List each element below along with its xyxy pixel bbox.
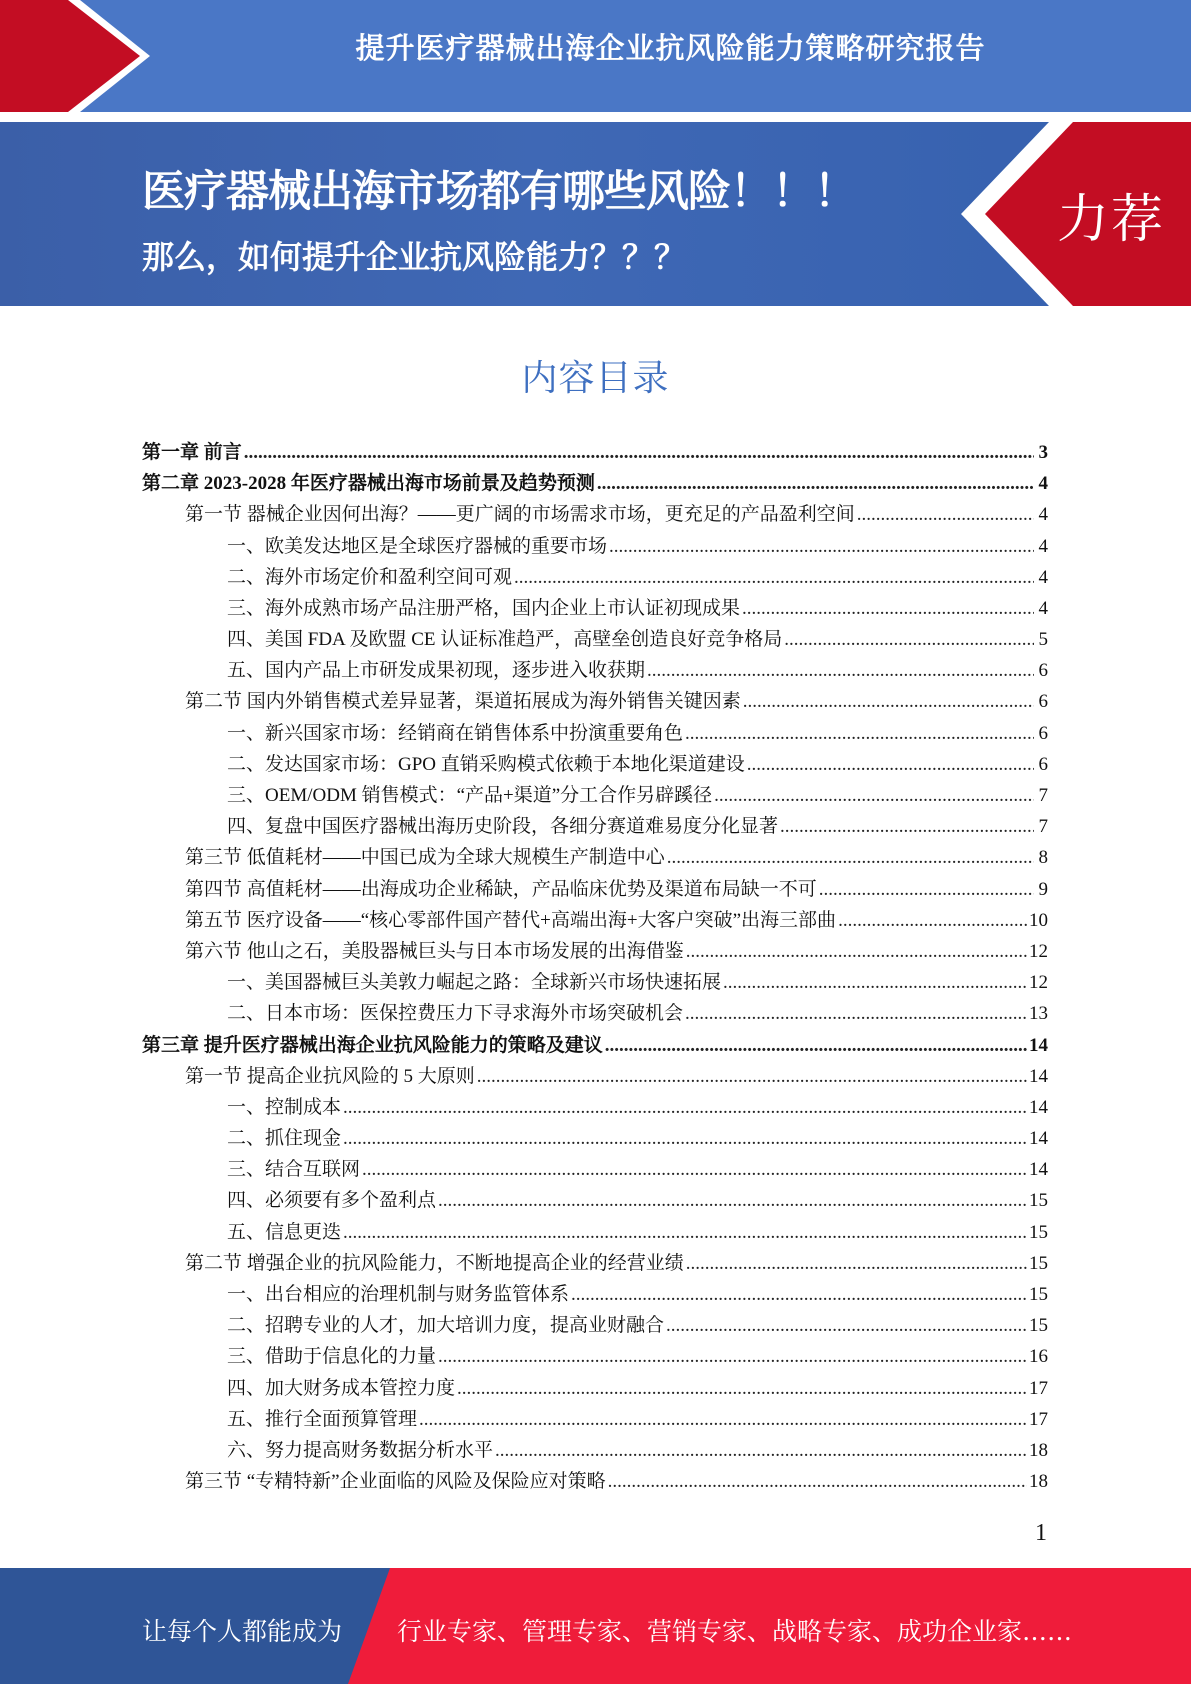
toc-entry-title: 第一节 器械企业因何出海？——更广阔的市场需求市场，更充足的产品盈利空间 [185,504,855,526]
toc-dot-leader [667,842,1034,873]
toc-entry-page: 6 [1038,722,1048,744]
toc-entry[interactable] [142,1373,1048,1404]
toc-entry[interactable] [142,1279,1048,1310]
toc-dot-leader [343,1123,1027,1154]
toc-entry-title: 二、抓住现金 [227,1128,342,1150]
toc-entry-page: 14 [1029,1128,1048,1150]
toc-entry-page: 18 [1029,1439,1048,1461]
report-title: 提升医疗器械出海企业抗风险能力策略研究报告 [355,31,986,65]
toc-dot-leader [419,1404,1027,1435]
toc-heading: 内容目录 [521,358,670,399]
toc-entry[interactable] [142,437,1048,468]
toc-dot-leader [514,562,1034,593]
toc-entry-title: 第三章 提升医疗器械出海企业抗风险能力的策略及建议 [142,1034,603,1056]
toc-entry-page: 17 [1029,1408,1048,1430]
table-of-contents [142,437,1048,1497]
toc-entry-page: 14 [1029,1065,1048,1087]
toc-dot-leader [438,1185,1027,1216]
toc-entry[interactable] [142,1341,1048,1372]
toc-entry-page: 6 [1038,753,1048,775]
toc-entry-title: 四、复盘中国医疗器械出海历史阶段，各细分赛道难易度分化显著 [227,816,779,838]
toc-entry-title: 五、信息更迭 [227,1221,342,1243]
toc-entry[interactable] [142,1435,1048,1466]
toc-entry-title: 一、控制成本 [227,1096,342,1118]
toc-dot-leader [362,1154,1027,1185]
toc-entry-page: 12 [1029,972,1048,994]
toc-entry[interactable] [142,998,1048,1029]
toc-entry-page: 14 [1029,1159,1048,1181]
toc-entry-title: 三、OEM/ODM 销售模式：“产品+渠道”分工合作另辟蹊径 [227,785,713,807]
toc-dot-leader [597,468,1034,499]
toc-entry[interactable] [142,842,1048,873]
toc-dot-leader [780,811,1034,842]
toc-entry-page: 4 [1038,597,1048,619]
toc-dot-leader [244,437,1034,468]
toc-entry-title: 六、努力提高财务数据分析水平 [227,1439,494,1461]
toc-dot-leader [608,1466,1027,1497]
toc-entry[interactable] [142,811,1048,842]
toc-entry-page: 4 [1038,504,1048,526]
toc-dot-leader [477,1061,1027,1092]
toc-entry-title: 五、推行全面预算管理 [227,1408,418,1430]
toc-dot-leader [605,1030,1027,1061]
toc-entry-page: 13 [1029,1003,1048,1025]
toc-entry-page: 4 [1038,535,1048,557]
toc-dot-leader [784,624,1034,655]
toc-entry-page: 14 [1029,1034,1048,1056]
toc-entry-title: 第六节 他山之石，美股器械巨头与日本市场发展的出海借鉴 [185,940,684,962]
toc-entry-page: 7 [1038,816,1048,838]
toc-dot-leader [685,718,1034,749]
toc-entry-title: 三、借助于信息化的力量 [227,1346,437,1368]
toc-dot-leader [343,1217,1027,1248]
toc-entry[interactable] [142,1466,1048,1497]
toc-dot-leader [819,874,1034,905]
toc-entry-title: 第二章 2023-2028 年医疗器械出海市场前景及趋势预测 [142,473,595,495]
toc-entry-title: 三、海外成熟市场产品注册严格，国内企业上市认证初现成果 [227,597,741,619]
toc-entry[interactable] [142,936,1048,967]
page-number: 1 [1035,1520,1047,1546]
toc-entry[interactable] [142,687,1048,718]
toc-entry[interactable] [142,562,1048,593]
toc-entry-title: 二、日本市场：医保控费压力下寻求海外市场突破机会 [227,1003,684,1025]
banner-title: 医疗器械出海市场都有哪些风险！！！ [142,167,856,217]
toc-dot-leader [742,593,1034,624]
toc-entry-page: 15 [1029,1221,1048,1243]
banner-subtitle: 那么，如何提升企业抗风险能力？？？ [142,238,687,276]
toc-entry-page: 15 [1029,1284,1048,1306]
footer-slogan-right: 行业专家、管理专家、营销专家、战略专家、成功企业家…… [397,1617,1073,1646]
footer-banner [0,1568,1191,1684]
toc-dot-leader [457,1373,1027,1404]
toc-dot-leader [686,936,1027,967]
toc-dot-leader [714,780,1034,811]
toc-entry-title: 四、美国 FDA 及欧盟 CE 认证标准趋严，高壁垒创造良好竞争格局 [227,629,783,651]
toc-entry[interactable] [142,1061,1048,1092]
recommend-badge: 力荐 [1056,190,1165,250]
toc-entry-title: 第一节 提高企业抗风险的 5 大原则 [185,1065,475,1087]
toc-entry-page: 15 [1029,1315,1048,1337]
toc-entry[interactable] [142,1154,1048,1185]
toc-entry[interactable] [142,1092,1048,1123]
footer-slogan-left: 让每个人都能成为 [142,1617,343,1646]
toc-entry[interactable] [142,655,1048,686]
toc-entry-title: 一、美国器械巨头美敦力崛起之路：全球新兴市场快速拓展 [227,972,722,994]
toc-entry-title: 一、新兴国家市场：经销商在销售体系中扮演重要角色 [227,722,684,744]
chevron-decoration-red [0,0,140,112]
toc-entry[interactable] [142,749,1048,780]
toc-entry-title: 三、结合互联网 [227,1159,361,1181]
toc-entry[interactable] [142,1217,1048,1248]
toc-entry-title: 第二节 国内外销售模式差异显著，渠道拓展成为海外销售关键因素 [185,691,741,713]
toc-entry-title: 一、欧美发达地区是全球医疗器械的重要市场 [227,535,608,557]
toc-entry-page: 6 [1038,660,1048,682]
toc-entry-page: 18 [1029,1471,1048,1493]
toc-dot-leader [343,1092,1027,1123]
toc-dot-leader [609,531,1034,562]
toc-entry[interactable] [142,1248,1048,1279]
toc-entry-page: 8 [1038,847,1048,869]
toc-entry[interactable] [142,1404,1048,1435]
toc-entry-page: 15 [1029,1252,1048,1274]
toc-entry[interactable] [142,1030,1048,1061]
promo-banner [0,122,1191,306]
toc-dot-leader [685,998,1027,1029]
toc-dot-leader [747,749,1034,780]
top-header-bar [0,0,1191,112]
toc-entry-title: 二、海外市场定价和盈利空间可观 [227,566,513,588]
toc-entry-page: 3 [1038,441,1048,463]
toc-entry-page: 6 [1038,691,1048,713]
toc-entry[interactable] [142,531,1048,562]
toc-entry-title: 二、发达国家市场：GPO 直销采购模式依赖于本地化渠道建设 [227,753,745,775]
toc-entry-page: 14 [1029,1096,1048,1118]
toc-entry-page: 12 [1029,940,1048,962]
toc-entry-page: 7 [1038,785,1048,807]
toc-entry-title: 第三节 低值耗材——中国已成为全球大规模生产制造中心 [185,847,665,869]
toc-entry[interactable] [142,905,1048,936]
toc-entry[interactable] [142,1123,1048,1154]
toc-entry[interactable] [142,780,1048,811]
toc-entry[interactable] [142,1310,1048,1341]
toc-dot-leader [686,1248,1027,1279]
toc-entry-title: 第一章 前言 [142,441,242,463]
toc-entry[interactable] [142,967,1048,998]
toc-entry-page: 15 [1029,1190,1048,1212]
toc-entry[interactable] [142,718,1048,749]
toc-dot-leader [666,1310,1027,1341]
toc-dot-leader [857,499,1034,530]
toc-entry-page: 9 [1038,878,1048,900]
toc-entry-title: 二、招聘专业的人才，加大培训力度，提高业财融合 [227,1315,665,1337]
toc-entry-page: 16 [1029,1346,1048,1368]
toc-entry-page: 5 [1038,629,1048,651]
toc-entry-page: 4 [1038,473,1048,495]
toc-entry-title: 四、必须要有多个盈利点 [227,1190,437,1212]
toc-dot-leader [838,905,1027,936]
toc-entry[interactable] [142,499,1048,530]
toc-entry[interactable] [142,593,1048,624]
toc-entry-title: 第五节 医疗设备——“核心零部件国产替代+高端出海+大客户突破”出海三部曲 [185,909,837,931]
toc-entry[interactable] [142,1186,1048,1217]
toc-dot-leader [647,655,1034,686]
toc-dot-leader [723,967,1027,998]
toc-dot-leader [571,1279,1027,1310]
toc-entry[interactable] [142,624,1048,655]
toc-dot-leader [495,1435,1027,1466]
toc-entry-page: 4 [1038,566,1048,588]
toc-entry[interactable] [142,874,1048,905]
toc-entry-title: 第四节 高值耗材——出海成功企业稀缺，产品临床优势及渠道布局缺一不可 [185,878,817,900]
toc-dot-leader [438,1341,1027,1372]
toc-entry-title: 五、国内产品上市研发成果初现，逐步进入收获期 [227,660,646,682]
toc-dot-leader [743,686,1034,717]
toc-entry-title: 第三节 “专精特新”企业面临的风险及保险应对策略 [185,1471,606,1493]
toc-entry-title: 四、加大财务成本管控力度 [227,1377,456,1399]
toc-entry-title: 一、出台相应的治理机制与财务监管体系 [227,1284,570,1306]
toc-entry[interactable] [142,468,1048,499]
toc-entry-title: 第二节 增强企业的抗风险能力，不断地提高企业的经营业绩 [185,1252,684,1274]
toc-entry-page: 10 [1029,909,1048,931]
toc-entry-page: 17 [1029,1377,1048,1399]
